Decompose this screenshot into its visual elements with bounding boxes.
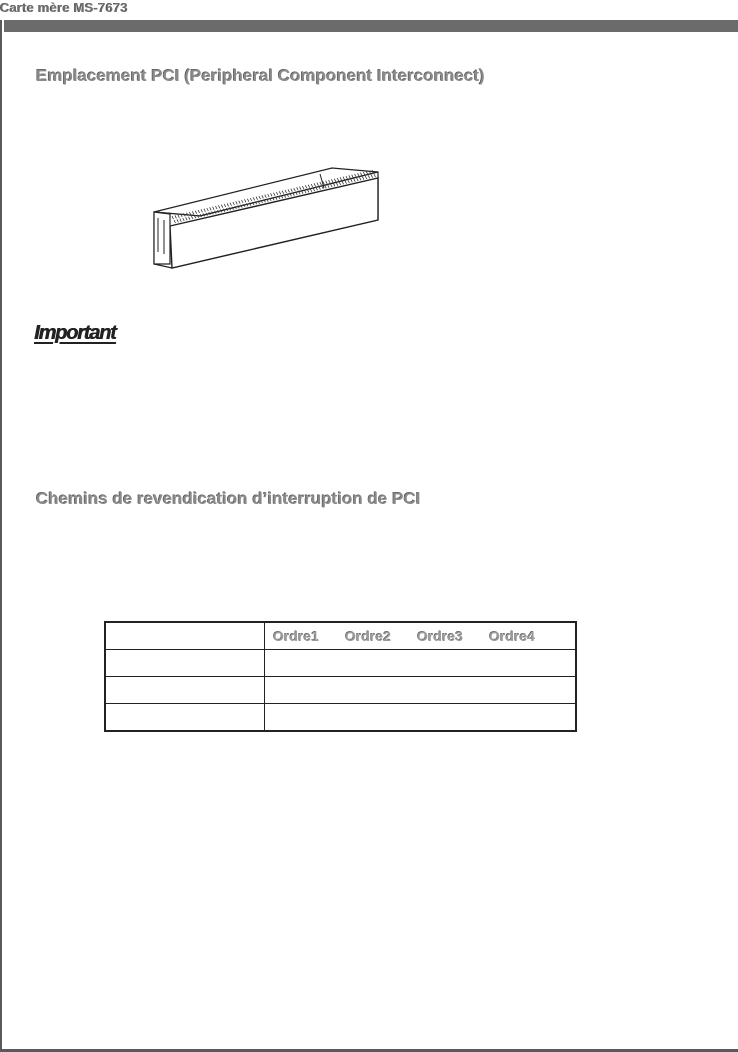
page-header-title: Carte mère MS-7673 [0, 0, 128, 15]
irq-heading: Chemins de revendication d’interruption de PCI [36, 489, 421, 508]
important-label: Important [34, 322, 116, 344]
table-header-cells [265, 622, 577, 650]
row-value-cell [265, 677, 577, 704]
table-header-row [105, 622, 576, 650]
pci-slot-drawing [150, 160, 390, 272]
pci-slot-illustration [150, 160, 390, 272]
irq-routing-table [104, 621, 577, 732]
row-label-cell [105, 677, 265, 704]
column-header-ordre1: Ordre1 [273, 628, 319, 644]
header-bar [4, 20, 738, 32]
pci-slot-heading: Emplacement PCI (Peripheral Component Interconnect) [36, 66, 485, 85]
row-label-cell [105, 704, 265, 732]
row-value-cell [265, 650, 577, 677]
table-header-label-cell [105, 622, 265, 650]
table-row [105, 677, 576, 704]
column-header-ordre2: Ordre2 [345, 628, 391, 644]
row-value-cell [265, 704, 577, 732]
table-row [105, 650, 576, 677]
column-header-ordre3: Ordre3 [417, 628, 463, 644]
table-row [105, 704, 576, 732]
column-header-ordre4: Ordre4 [489, 628, 535, 644]
row-label-cell [105, 650, 265, 677]
left-margin-rule [0, 20, 2, 1052]
